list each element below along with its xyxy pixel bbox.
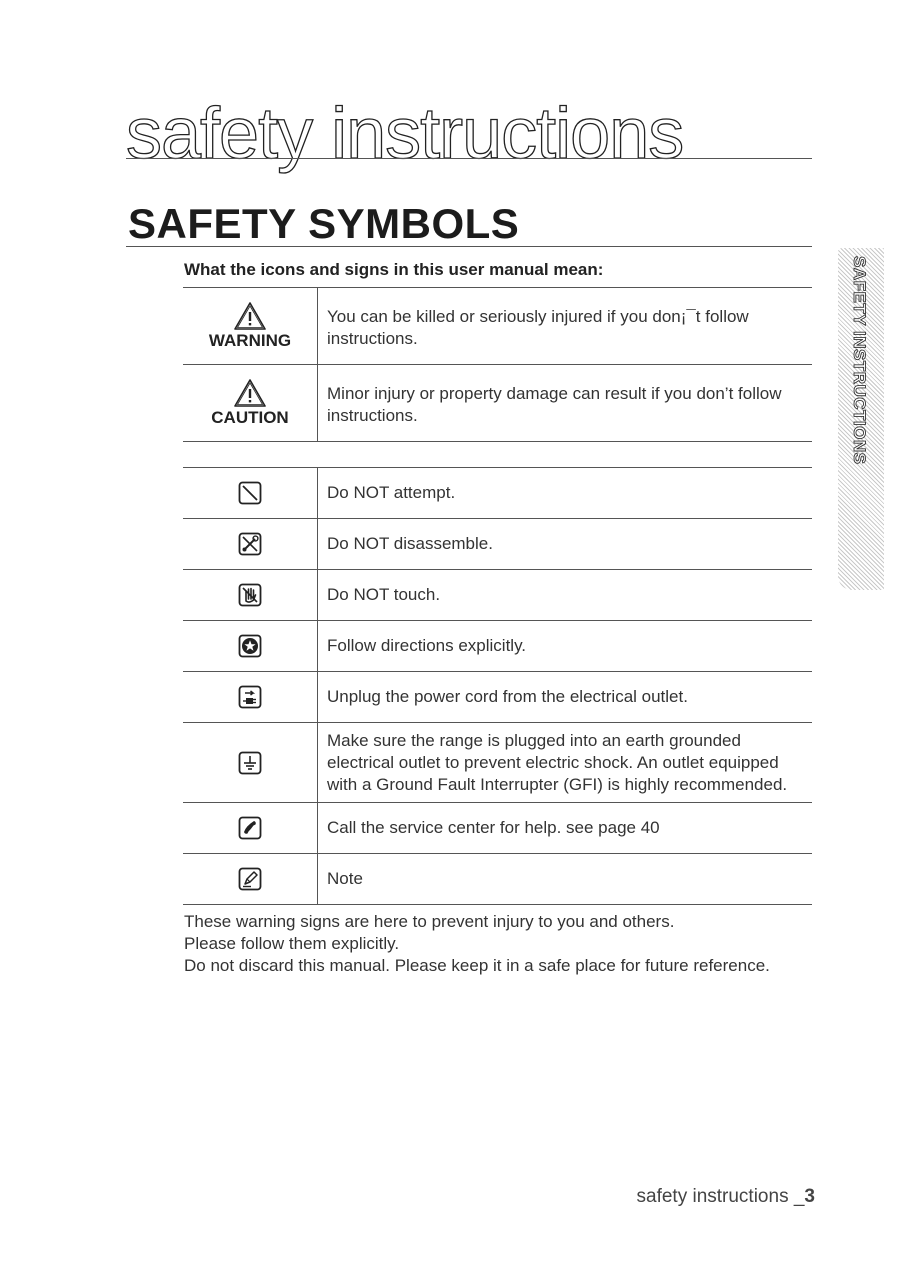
icon-cell: [183, 803, 318, 854]
symbol-description: Do NOT disassemble.: [318, 519, 813, 570]
side-tab: [838, 248, 884, 590]
table-row: [183, 803, 812, 854]
footer-note: These warning signs are here to prevent injury to you and others.: [184, 912, 675, 931]
table-row: [183, 672, 812, 723]
table-row: [183, 570, 812, 621]
icon-cell: [183, 519, 318, 570]
footer-section-label: safety instructions _: [636, 1186, 805, 1207]
caution-label: CAUTION: [211, 408, 289, 427]
title-divider: [126, 158, 812, 159]
unplug-icon: [238, 685, 262, 709]
section-heading: SAFETY SYMBOLS: [128, 200, 520, 247]
icon-cell: [183, 854, 318, 905]
follow-directions-icon: [238, 634, 262, 658]
phone-icon: [238, 816, 262, 840]
symbol-description: Make sure the range is plugged into an earth grounded electrical outlet to prevent electric shock. An outlet equipped with a Ground Fault Interrupter (GFI) is highly recommended.: [318, 723, 813, 803]
symbol-description: Call the service center for help. see page 40: [318, 803, 813, 854]
icon-cell: [183, 288, 318, 365]
warning-label: WARNING: [208, 331, 292, 350]
do-not-touch-icon: [238, 583, 262, 607]
do-not-disassemble-icon: [238, 532, 262, 556]
symbol-description: Unplug the power cord from the electrical outlet.: [318, 672, 813, 723]
footer-note: Do not discard this manual. Please keep it in a safe place for future reference.: [184, 956, 770, 975]
symbol-table: [183, 467, 812, 905]
side-tab-label: SAFETY INSTRUCTIONS: [850, 256, 869, 465]
icon-cell: [183, 468, 318, 519]
table-row: [183, 723, 812, 803]
caution-description: Minor injury or property damage can result if you don’t follow instructions.: [318, 365, 813, 442]
table-row: [183, 468, 812, 519]
icon-cell: [183, 621, 318, 672]
icon-cell: [183, 570, 318, 621]
symbol-description: Note: [318, 854, 813, 905]
icon-cell: [183, 672, 318, 723]
symbol-description: Do NOT touch.: [318, 570, 813, 621]
symbol-description: Follow directions explicitly.: [318, 621, 813, 672]
page-title: safety instructions: [126, 94, 684, 174]
section-divider: [126, 246, 812, 247]
page-number: 3: [804, 1186, 815, 1207]
footer-note: Please follow them explicitly.: [184, 934, 400, 953]
symbol-description: Do NOT attempt.: [318, 468, 813, 519]
ground-icon: [238, 751, 262, 775]
note-icon: [238, 867, 262, 891]
hazard-level-table: [183, 287, 812, 442]
do-not-attempt-icon: [238, 481, 262, 505]
table-row: [183, 288, 812, 365]
icon-cell: [183, 723, 318, 803]
table-row: [183, 621, 812, 672]
table-row: [183, 854, 812, 905]
table-row: [183, 365, 812, 442]
table-row: [183, 519, 812, 570]
warning-description: You can be killed or seriously injured if you don¡¯t follow instructions.: [318, 288, 813, 365]
intro-text: What the icons and signs in this user manual mean:: [184, 260, 604, 279]
icon-cell: [183, 365, 318, 442]
caution-triangle-icon: [233, 378, 267, 408]
warning-triangle-icon: [233, 301, 267, 331]
footer-notes: [184, 911, 770, 977]
page-footer: [637, 1186, 816, 1208]
